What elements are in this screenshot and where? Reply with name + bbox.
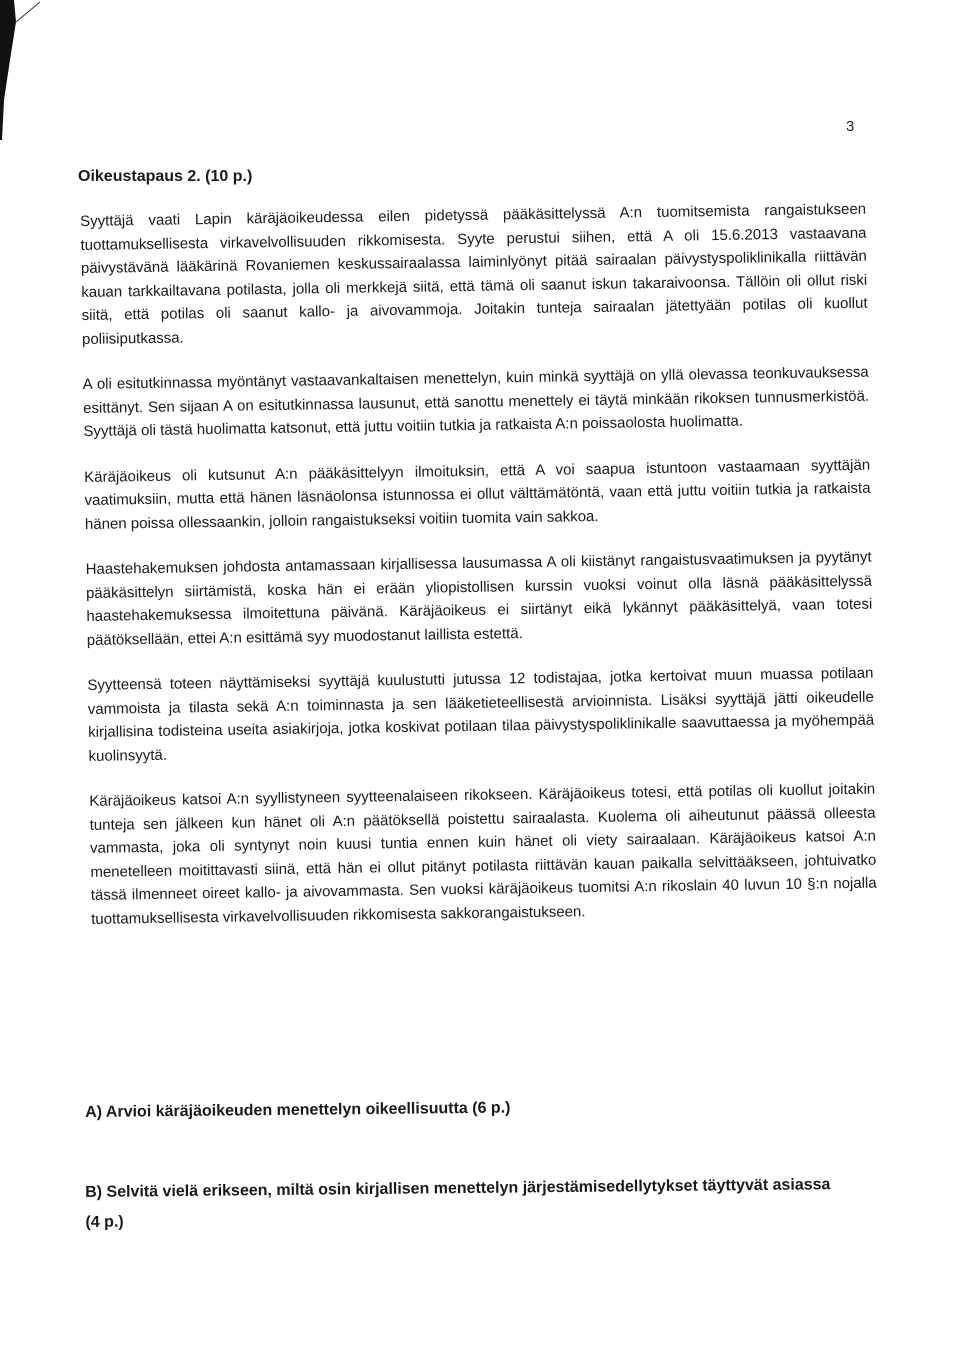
paragraph-3: Käräjäoikeus oli kutsunut A:n pääkäsittelyyn ilmoituksin, että A voi saapua istuntoon vastaamaan syyttäjän vaatimuksiin, mutta että hänen läsnäolonsa istunnossa ei ollut välttämätöntä, vaan että juttu voitiin tutkia ja ratkaista hänen poissa ollessaankin, jolloin rangaistukseksi voitiin tuomita vain sakkoa. xyxy=(84,456,871,533)
paragraph-1: Syyttäjä vaati Lapin käräjäoikeudessa eilen pidetyssä pääkäsittelyssä A:n tuomitsemista rangaistukseen tuottamuksellisesta virkavelvollisuuden rikkomisesta. Syyte perustui siihen, että A oli 15.6.2013 vastaavana päivystävänä lääkärinä Rovaniemen keskussairaalassa laiminlyönyt pitää sairaalan päivystyspoliklinikalla riittävän kauan tarkkailtavana potilasta, jolla oli merkkejä siitä, että tämä oli saanut iskun takaraivoonsa. Tällöin oli ollut riski siitä, että potilas oli saanut kallo- ja aivovammoja. Joitakin tunteja sairaalan jätettyään potilas oli kuollut poliisiputkassa. xyxy=(80,200,868,348)
page-number: 3 xyxy=(846,118,855,135)
question-b-points: (4 p.) xyxy=(85,1213,124,1231)
question-b-text: B) Selvitä vielä erikseen, miltä osin kirjallisen menettelyn järjestämisedellytykset täyttyvät asiassa xyxy=(85,1176,831,1201)
question-b xyxy=(85,1170,876,1238)
question-a: A) Arvioi käräjäoikeuden menettelyn oikeellisuutta (6 p.) xyxy=(85,1099,511,1121)
case-heading: Oikeustapaus 2. (10 p.) xyxy=(78,168,253,185)
paragraph-2: A oli esitutkinnassa myöntänyt vastaavankaltaisen menettelyn, kuin minkä syyttäjä on yllä olevassa teonkuvauksessa esittänyt. Sen sijaan A on esitutkinnassa lausunut, että sanottu menettely ei täytä minkään rikoksen tunnusmerkistöä. Syyttäjä oli tästä huolimatta katsonut, että juttu voitiin tutkia ja ratkaista A:n poissaolosta huolimatta. xyxy=(82,363,870,440)
paragraph-5: Syytteensä toteen näyttämiseksi syyttäjä kuulustutti jutussa 12 todistajaa, jotka kertoivat muun muassa potilaan vammoista ja tilasta sekä A:n toiminnasta ja sen lääketieteellisestä arvioinnista. Lisäksi syyttäjä jätti oikeudelle kirjallisina todisteina useita asiakirjoja, jotka koskivat potilaan tilaa päivystyspoliklinikalle saavuttaessa ja myöhempää kuolinsyytä. xyxy=(87,664,875,765)
paragraph-4: Haastehakemuksen johdosta antamassaan kirjallisessa lausumassa A oli kiistänyt rangaistusvaatimuksen ja pyytänyt pääkäsittelyn siirtämistä, koska hän ei erään yliopistollisen kurssin vuoksi voinut olla läsnä pääkäsittelyssä haastehakemuksessa ilmoitettuna päivänä. Käräjäoikeus ei siirtänyt eikä lykännyt pääkäsittelyä, vaan totesi päätöksellään, ettei A:n esittämä syy muodostanut laillista estettä. xyxy=(85,548,873,649)
case-body xyxy=(80,198,878,953)
paragraph-6: Käräjäoikeus katsoi A:n syyllistyneen syytteenalaiseen rikokseen. Käräjäoikeus totesi, että potilas oli kuollut joitakin tunteja sen jälkeen kun hänet oli A:n päätöksellä poistettu sairaalasta. Kuolema oli aiheutunut päässä olleesta vammasta, joka oli syntynyt noin kuusi tuntia ennen kuin hänet oli viety sairaalaan. Käräjäoikeus katsoi A:n menetelleen moitittavasti siinä, että hän ei ollut pitänyt potilasta riittävän kauan paikalla selvittääkseen, johtuivatko tässä ilmenneet oireet kallo- ja aivovammasta. Sen vuoksi käräjäoikeus tuomitsi A:n rikoslain 40 luvun 10 §:n nojalla tuottamuksellisesta virkavelvollisuuden rikkomisesta sakkorangaistukseen. xyxy=(89,780,877,928)
scan-edge-mark xyxy=(0,0,40,140)
